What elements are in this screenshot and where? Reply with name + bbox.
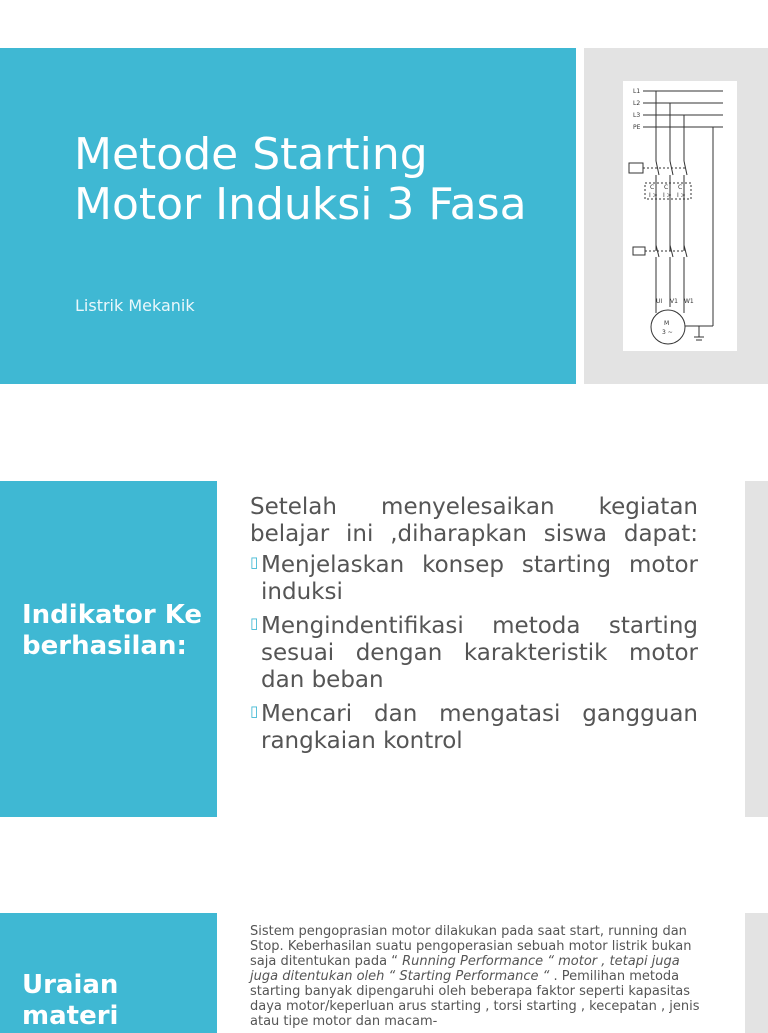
relay-label-3: I > bbox=[677, 192, 686, 199]
material-slide-side-panel bbox=[745, 913, 768, 1033]
material-text-italic: Running Performance “ motor , tetapi juga juga ditentukan oleh “ Starting Performance “ bbox=[250, 954, 680, 984]
motor-phase-label: 3 ~ bbox=[662, 329, 673, 336]
line-label-pe: PE bbox=[633, 124, 641, 131]
slide-subtitle: Listrik Mekanik bbox=[75, 296, 195, 315]
bullet-text: Mencari dan mengatasi gangguan rangkaian kontrol bbox=[261, 701, 698, 754]
hollow-square-bullet-icon: ▯ bbox=[250, 553, 259, 571]
material-text-part1: Sistem pengoprasian motor dilakukan pada saat start, running dan Stop. Keberhasilan suatu pengoperasian sebuah motor listrik bukan saja ditentukan pada “ bbox=[250, 924, 692, 969]
hollow-square-bullet-icon: ▯ bbox=[250, 702, 259, 720]
material-heading: Uraian materi bbox=[22, 970, 119, 1031]
motor-circuit-diagram-svg bbox=[623, 81, 737, 351]
line-label-l1: L1 bbox=[633, 88, 641, 95]
relay-label-2: I > bbox=[663, 192, 672, 199]
motor-circuit-diagram bbox=[623, 81, 737, 351]
line-label-l2: L2 bbox=[633, 100, 641, 107]
slide-title: Metode Starting Motor Induksi 3 Fasa bbox=[74, 129, 527, 230]
relay-label-1: I > bbox=[649, 192, 658, 199]
bullet-text: Menjelaskan konsep starting motor induksi bbox=[261, 552, 698, 605]
bullet-item bbox=[250, 552, 698, 606]
material-body-text bbox=[250, 924, 700, 1029]
indicator-slide-side-panel bbox=[745, 481, 768, 817]
terminal-label-u1: UI bbox=[656, 298, 663, 305]
indicator-heading: Indikator Keberhasilan: bbox=[22, 600, 203, 661]
line-label-l3: L3 bbox=[633, 112, 641, 119]
hollow-square-bullet-icon: ▯ bbox=[250, 614, 259, 632]
coil-label-3: C bbox=[678, 184, 683, 191]
bullet-text: Mengindentifikasi metoda starting sesuai dengan karakteristik motor dan beban bbox=[261, 613, 698, 693]
material-text-part2: . Pemilihan metoda starting banyak dipengaruhi oleh beberapa faktor seperti kapasitas daya motor/keperluan arus starting , torsi starting , kecepatan , jenis atau tipe motor dan macam- bbox=[250, 969, 700, 1029]
bullet-item bbox=[250, 613, 698, 694]
indicator-intro: Setelah menyelesaikan kegiatan belajar ini ,diharapkan siswa dapat: bbox=[250, 494, 698, 547]
terminal-label-v1: V1 bbox=[670, 298, 678, 305]
bullet-item bbox=[250, 701, 698, 755]
motor-label: M bbox=[664, 320, 670, 327]
indicator-content bbox=[250, 494, 698, 762]
coil-label-2: C bbox=[664, 184, 669, 191]
coil-label-1: C bbox=[650, 184, 655, 191]
terminal-label-w1: W1 bbox=[684, 298, 694, 305]
